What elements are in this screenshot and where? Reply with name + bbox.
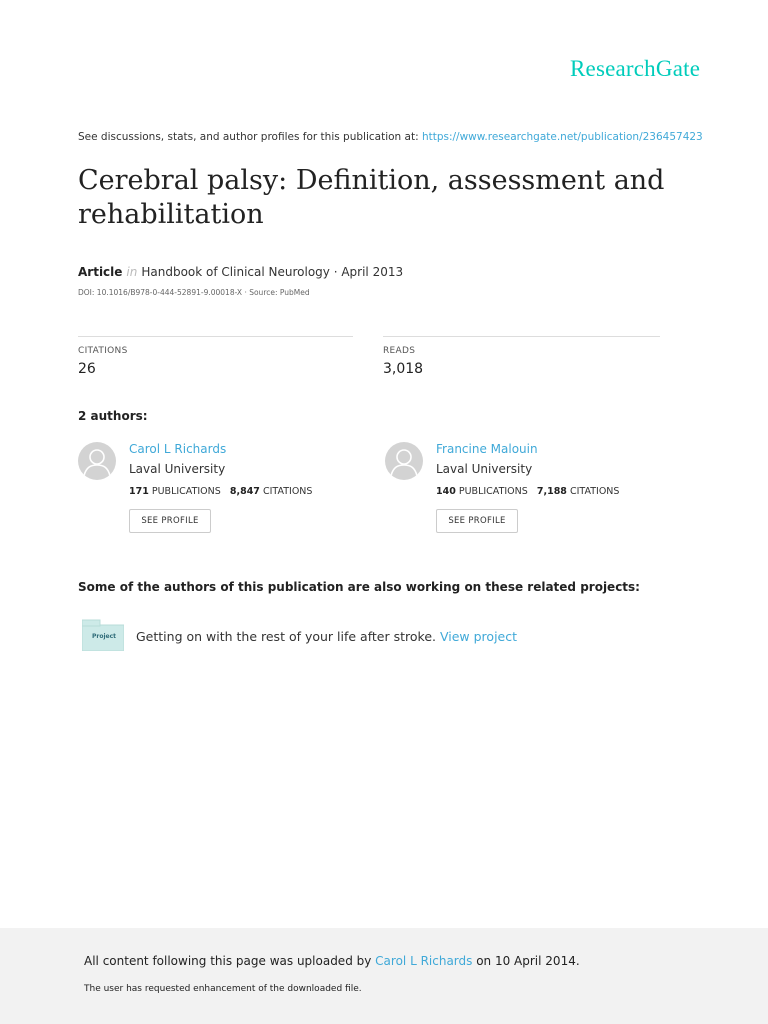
publication-venue: Handbook of Clinical Neurology · April 2013 <box>141 265 404 279</box>
uploader-link[interactable]: Carol L Richards <box>375 954 473 968</box>
in-word: in <box>126 265 138 279</box>
doi-line: DOI: 10.1016/B978-0-444-52891-9.00018-X · Source: PubMed <box>78 288 310 297</box>
upload-line <box>84 954 580 968</box>
see-discussions-line <box>78 131 703 143</box>
citations-divider <box>78 336 353 337</box>
publications-label: PUBLICATIONS <box>151 486 221 497</box>
view-project-link[interactable]: View project <box>439 629 518 644</box>
avatar-icon[interactable] <box>78 442 116 480</box>
reads-label: READS <box>383 346 416 356</box>
person-silhouette-icon <box>385 442 423 480</box>
publications-count: 140 <box>436 486 456 497</box>
project-item <box>136 629 517 644</box>
upload-suffix: on 10 April 2014. <box>472 954 580 968</box>
upload-prefix: All content following this page was uploaded by <box>84 954 376 968</box>
author-stats <box>436 486 619 497</box>
enhancement-note: The user has requested enhancement of the downloaded file. <box>84 984 362 994</box>
project-title: Getting on with the rest of your life after stroke. <box>136 629 436 644</box>
see-profile-button[interactable]: SEE PROFILE <box>436 509 518 533</box>
avatar-icon[interactable] <box>385 442 423 480</box>
citations-value: 26 <box>78 361 96 377</box>
projects-heading: Some of the authors of this publication are also working on these related projects: <box>78 580 640 594</box>
footer <box>0 928 768 1024</box>
author-institution: Laval University <box>129 462 226 476</box>
researchgate-logo[interactable]: ResearchGate <box>570 56 701 81</box>
publications-count: 171 <box>129 486 149 497</box>
reads-value: 3,018 <box>383 361 424 377</box>
publication-meta <box>78 265 403 279</box>
authors-heading: 2 authors: <box>78 409 148 423</box>
see-profile-button[interactable]: SEE PROFILE <box>129 509 211 533</box>
citations-label: CITATIONS <box>78 346 128 356</box>
author-stats <box>129 486 312 497</box>
publication-title: Cerebral palsy: Definition, assessment and rehabilitation <box>78 165 665 230</box>
author-name-link[interactable]: Francine Malouin <box>436 442 538 456</box>
author-name-link[interactable]: Carol L Richards <box>129 442 227 456</box>
project-icon-label: Project <box>92 633 117 640</box>
citations-count: 7,188 <box>536 486 567 497</box>
see-discussions-text: See discussions, stats, and author profiles for this publication at: <box>78 131 422 143</box>
person-silhouette-icon <box>78 442 116 480</box>
citations-label: CITATIONS <box>262 486 313 497</box>
publications-label: PUBLICATIONS <box>458 486 528 497</box>
reads-divider <box>383 336 660 337</box>
citations-label: CITATIONS <box>569 486 620 497</box>
publication-url-link[interactable]: https://www.researchgate.net/publication/236457423 <box>421 131 703 143</box>
author-institution: Laval University <box>436 462 533 476</box>
publication-type: Article <box>78 265 123 279</box>
citations-count: 8,847 <box>229 486 260 497</box>
project-icon[interactable] <box>82 619 124 651</box>
